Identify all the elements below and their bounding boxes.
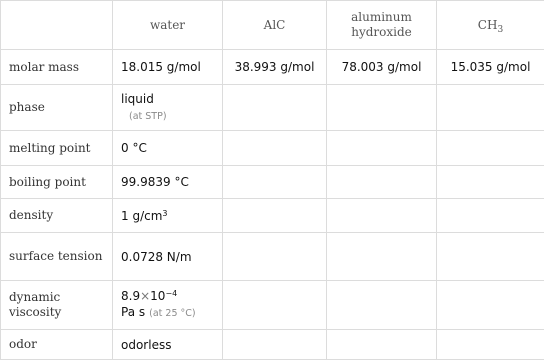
cell-aluminum-hydroxide-boiling-point xyxy=(327,166,437,199)
cell-alc-melting-point xyxy=(223,131,327,166)
cell-ch3-phase xyxy=(437,85,544,131)
row-label-phase: phase xyxy=(1,85,113,131)
cell-alc-dynamic-viscosity xyxy=(223,281,327,330)
header-ch3-base: CH xyxy=(477,17,498,32)
row-label-density: density xyxy=(1,199,113,233)
viscosity-times-sign: × xyxy=(140,289,151,303)
cell-alc-density xyxy=(223,199,327,233)
cell-water-odor: odorless xyxy=(113,330,223,360)
cell-alc-odor xyxy=(223,330,327,360)
cell-water-melting-point: 0 °C xyxy=(113,131,223,166)
table-row-molar-mass xyxy=(1,50,544,85)
table-row-phase xyxy=(1,85,544,131)
header-empty-cell xyxy=(1,1,113,50)
cell-water-density xyxy=(113,199,223,233)
viscosity-base: 10 xyxy=(150,289,166,303)
cell-ch3-molar-mass: 15.035 g/mol xyxy=(437,50,544,85)
density-unit-exponent: 3 xyxy=(162,208,168,218)
cell-water-boiling-point: 99.9839 °C xyxy=(113,166,223,199)
cell-aluminum-hydroxide-dynamic-viscosity xyxy=(327,281,437,330)
row-label-dynamic-viscosity: dynamic viscosity xyxy=(1,281,113,330)
cell-ch3-density xyxy=(437,199,544,233)
table-row-boiling-point xyxy=(1,166,544,199)
cell-ch3-odor xyxy=(437,330,544,360)
cell-aluminum-hydroxide-density xyxy=(327,199,437,233)
cell-alc-phase xyxy=(223,85,327,131)
row-label-boiling-point: boiling point xyxy=(1,166,113,199)
cell-aluminum-hydroxide-surface-tension xyxy=(327,233,437,281)
cell-ch3-surface-tension xyxy=(437,233,544,281)
cell-ch3-dynamic-viscosity xyxy=(437,281,544,330)
cell-aluminum-hydroxide-melting-point xyxy=(327,131,437,166)
cell-aluminum-hydroxide-odor xyxy=(327,330,437,360)
viscosity-value xyxy=(121,288,214,304)
table-row-surface-tension xyxy=(1,233,544,281)
cell-water-molar-mass: 18.015 g/mol xyxy=(113,50,223,85)
header-ch3 xyxy=(437,1,544,50)
viscosity-exponent: −4 xyxy=(165,289,178,298)
table-row-odor xyxy=(1,330,544,360)
density-value: 1 g/cm xyxy=(121,208,163,223)
row-label-surface-tension: surface tension xyxy=(1,233,113,281)
cell-alc-surface-tension xyxy=(223,233,327,281)
viscosity-unit: Pa s xyxy=(121,305,146,319)
cell-water-phase xyxy=(113,85,223,131)
header-ch3-subscript: 3 xyxy=(497,24,504,35)
viscosity-condition-note: (at 25 °C) xyxy=(149,308,196,319)
header-water: water xyxy=(113,1,223,50)
row-label-melting-point: melting point xyxy=(1,131,113,166)
cell-alc-molar-mass: 38.993 g/mol xyxy=(223,50,327,85)
cell-aluminum-hydroxide-phase xyxy=(327,85,437,131)
row-label-odor: odor xyxy=(1,330,113,360)
header-aluminum-hydroxide: aluminum hydroxide xyxy=(327,1,437,50)
viscosity-mantissa: 8.9 xyxy=(121,289,141,303)
cell-water-dynamic-viscosity xyxy=(113,281,223,330)
viscosity-unit-line xyxy=(121,304,214,322)
phase-condition-note: (at STP) xyxy=(129,110,167,122)
cell-ch3-boiling-point xyxy=(437,166,544,199)
phase-value: liquid xyxy=(121,91,154,106)
table-row-density xyxy=(1,199,544,233)
header-alc: AlC xyxy=(223,1,327,50)
table-row-dynamic-viscosity xyxy=(1,281,544,330)
cell-water-surface-tension: 0.0728 N/m xyxy=(113,233,223,281)
header-row xyxy=(1,1,544,50)
cell-alc-boiling-point xyxy=(223,166,327,199)
cell-aluminum-hydroxide-molar-mass: 78.003 g/mol xyxy=(327,50,437,85)
table-row-melting-point xyxy=(1,131,544,166)
row-label-molar-mass: molar mass xyxy=(1,50,113,85)
cell-ch3-melting-point xyxy=(437,131,544,166)
